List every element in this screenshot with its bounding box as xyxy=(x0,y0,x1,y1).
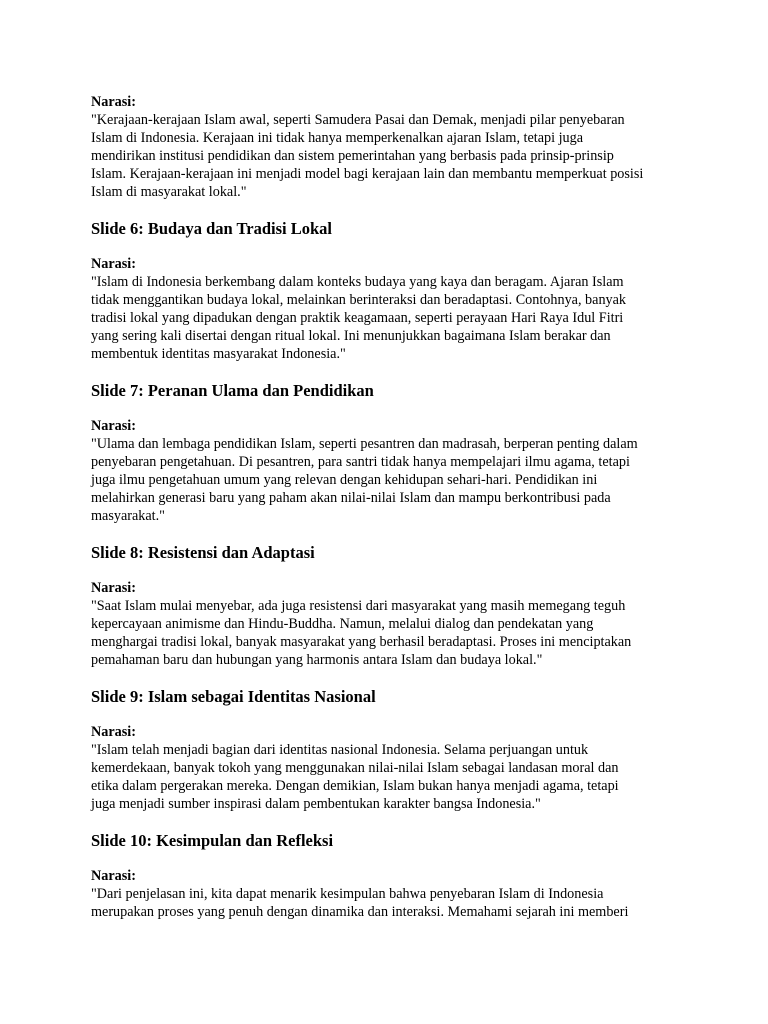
paragraph-line: "Kerajaan-kerajaan Islam awal, seperti Samudera Pasai dan Demak, menjadi pilar penyebaran xyxy=(91,112,625,128)
paragraph-line: penyebaran pengetahuan. Di pesantren, para santri tidak hanya mempelajari ilmu agama, tetapi xyxy=(91,454,630,470)
paragraph-line: merupakan proses yang penuh dengan dinamika dan interaksi. Memahami sejarah ini memberi xyxy=(91,904,629,920)
paragraph-line: membentuk identitas masyarakat Indonesia." xyxy=(91,346,346,362)
narasi-label: Narasi: xyxy=(91,418,136,434)
paragraph-line: masyarakat." xyxy=(91,508,165,524)
paragraph-line: kemerdekaan, banyak tokoh yang menggunakan nilai-nilai Islam sebagai landasan moral dan xyxy=(91,760,619,776)
paragraph-line: juga ilmu pengetahuan umum yang relevan dengan kehidupan sehari-hari. Pendidikan ini xyxy=(91,472,598,488)
narration-paragraph xyxy=(91,741,691,813)
narration-paragraph xyxy=(91,885,691,921)
slide-section-10 xyxy=(91,831,691,921)
paragraph-line: "Dari penjelasan ini, kita dapat menarik kesimpulan bahwa penyebaran Islam di Indonesia xyxy=(91,886,604,902)
narasi-label: Narasi: xyxy=(91,868,136,884)
narasi-label: Narasi: xyxy=(91,724,136,740)
paragraph-line: "Saat Islam mulai menyebar, ada juga resistensi dari masyarakat yang masih memegang teguh xyxy=(91,598,626,614)
slide-heading: Slide 9: Islam sebagai Identitas Nasional xyxy=(91,687,376,706)
paragraph-line: juga menjadi sumber inspirasi dalam pembentukan karakter bangsa Indonesia." xyxy=(91,796,541,812)
slide-heading: Slide 6: Budaya dan Tradisi Lokal xyxy=(91,219,333,238)
slide-section-7 xyxy=(91,381,691,525)
paragraph-line: "Islam telah menjadi bagian dari identitas nasional Indonesia. Selama perjuangan untuk xyxy=(91,742,589,758)
paragraph-line: Islam di masyarakat lokal." xyxy=(91,184,247,200)
paragraph-line: menghargai tradisi lokal, banyak masyarakat yang berhasil beradaptasi. Proses ini menciptakan xyxy=(91,634,632,650)
intro-narration-block xyxy=(91,93,691,201)
paragraph-line: "Ulama dan lembaga pendidikan Islam, seperti pesantren dan madrasah, berperan penting dalam xyxy=(91,436,638,452)
paragraph-line: tidak menggantikan budaya lokal, melainkan berinteraksi dan beradaptasi. Contohnya, banyak xyxy=(91,292,627,308)
paragraph-line: "Islam di Indonesia berkembang dalam konteks budaya yang kaya dan beragam. Ajaran Islam xyxy=(91,274,624,290)
paragraph-line: tradisi lokal yang dipadukan dengan praktik keagamaan, seperti perayaan Hari Raya Idul Fitri xyxy=(91,310,624,326)
paragraph-line: pemahaman baru dan hubungan yang harmonis antara Islam dan budaya lokal." xyxy=(91,652,543,668)
slide-section-9 xyxy=(91,687,691,813)
narasi-label: Narasi: xyxy=(91,256,136,272)
slide-heading: Slide 10: Kesimpulan dan Refleksi xyxy=(91,831,334,850)
narasi-label: Narasi: xyxy=(91,580,136,596)
narasi-label: Narasi: xyxy=(91,94,136,110)
narration-paragraph xyxy=(91,273,691,363)
slide-heading: Slide 8: Resistensi dan Adaptasi xyxy=(91,543,315,562)
narration-paragraph xyxy=(91,597,691,669)
paragraph-line: Islam di Indonesia. Kerajaan ini tidak hanya memperkenalkan ajaran Islam, tetapi juga xyxy=(91,130,584,146)
document-page xyxy=(91,93,691,921)
slide-section-6 xyxy=(91,219,691,363)
narration-paragraph xyxy=(91,111,691,201)
paragraph-line: kepercayaan animisme dan Hindu-Buddha. Namun, melalui dialog dan pendekatan yang xyxy=(91,616,594,632)
paragraph-line: yang sering kali disertai dengan ritual lokal. Ini menunjukkan bagaimana Islam berakar dan xyxy=(91,328,611,344)
paragraph-line: mendirikan institusi pendidikan dan sistem pemerintahan yang berbasis pada prinsip-prinsip xyxy=(91,148,614,164)
slide-section-8 xyxy=(91,543,691,669)
narration-paragraph xyxy=(91,435,691,525)
paragraph-line: etika dalam pergerakan mereka. Dengan demikian, Islam bukan hanya menjadi agama, tetapi xyxy=(91,778,619,794)
paragraph-line: Islam. Kerajaan-kerajaan ini menjadi model bagi kerajaan lain dan membantu memperkuat posisi xyxy=(91,166,644,182)
slide-heading: Slide 7: Peranan Ulama dan Pendidikan xyxy=(91,381,374,400)
paragraph-line: melahirkan generasi baru yang paham akan nilai-nilai Islam dan mampu berkontribusi pada xyxy=(91,490,611,506)
